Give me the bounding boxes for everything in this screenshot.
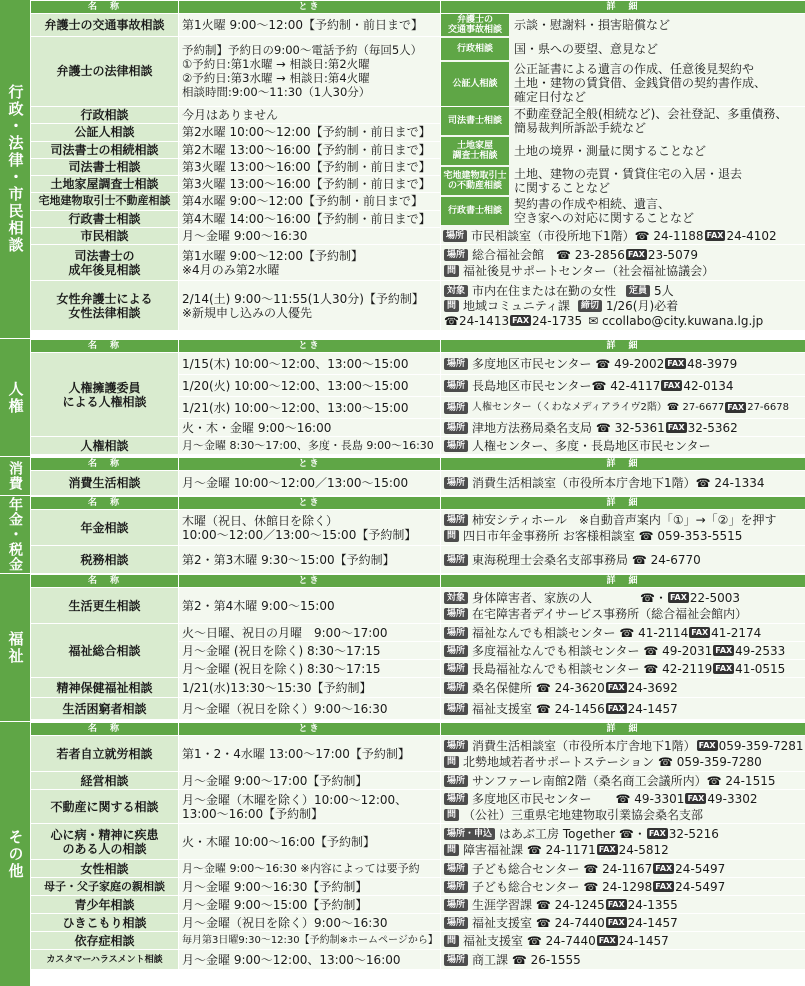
detail-label: 行政書士相談 xyxy=(441,197,509,225)
detail-cell: 対象 身体障害者、家族の人 ☎・ FAX 22-5003 場所 在宅障害者デイサービス事務所（総合福祉会館内） xyxy=(441,588,805,624)
row-time: 火・木・金曜 9:00～16:00 xyxy=(179,419,441,437)
tag-label: 場所 xyxy=(444,703,468,715)
row-time: 1/20(火) 10:00～12:00、13:00～15:00 xyxy=(179,375,441,397)
fax-icon: FAX xyxy=(655,882,673,891)
fax-icon: FAX xyxy=(607,918,625,927)
detail-cell: 場所 福祉支援室 ☎ 24-1456 FAX 24-1457 xyxy=(441,698,805,720)
detail-cell: 場所 桑名保健所 ☎ 24-3620 FAX 24-3692 xyxy=(441,678,805,698)
row-time: 第2水曜 10:00～12:00【予約制・前日まで】 xyxy=(179,124,441,141)
fax-icon: FAX xyxy=(512,316,529,325)
tag-label: 場所 xyxy=(444,881,468,893)
row-time: 月～金曜 9:00～17:00【予約制】 xyxy=(179,772,441,790)
tag-label: 場所 xyxy=(444,899,468,911)
header-detail: 詳 細 xyxy=(441,723,805,736)
fax-icon: FAX xyxy=(667,359,685,368)
row-name: 心に病・精神に疾患 のある人の相談 xyxy=(31,824,179,860)
section-nenkin xyxy=(0,496,805,573)
detail-cell: 場所 多度地区市民センター ☎ 49-2002 FAX 48-3979 xyxy=(441,353,805,375)
section-label: 福祉 xyxy=(0,574,30,721)
tag-label: 場所 xyxy=(444,627,468,639)
row-time: 1/15(木) 10:00～12:00、13:00～15:00 xyxy=(179,353,441,375)
detail-cell: 場所・申込 はあぶ工房 Together ☎・ FAX 32-5216 問 障害福祉課 ☎ 24-1171 FAX 24-5812 xyxy=(441,824,805,860)
row-time: 月～金曜（木曜を除く）10:00～12:00、 13:00～16:00【予約制】 xyxy=(179,790,441,824)
detail-label: 公証人相談 xyxy=(441,62,509,106)
row-name: 精神保健福祉相談 xyxy=(31,678,179,698)
header-name: 名 称 xyxy=(31,723,179,736)
tag-label: 問 xyxy=(444,809,459,821)
detail-cell: 場所 人権センター、多度・長島地区市民センター xyxy=(441,437,805,455)
tag-label: 場所 xyxy=(444,422,468,434)
detail-cell: 場所 多度福祉なんでも相談センター ☎ 49-2031 FAX 49-2533 xyxy=(441,642,805,660)
fax-icon: FAX xyxy=(669,593,687,602)
row-name: 人権擁護委員 による人権相談 xyxy=(31,353,179,437)
row-time: 月～金曜（祝日を除く）9:00～16:30 xyxy=(179,914,441,932)
row-time: 第3火曜 13:00～16:00【予約制・前日まで】 xyxy=(179,158,441,175)
row-time: 月～金曜 (祝日を除く) 8:30～17:15 xyxy=(179,660,441,678)
row-time: 第4木曜 14:00～16:00【予約制・前日まで】 xyxy=(179,210,441,227)
tag-label: 場所 xyxy=(444,477,468,489)
header-detail: 詳 細 xyxy=(441,458,805,471)
detail-label: 行政相談 xyxy=(441,38,509,60)
row-time: 月～金曜 (祝日を除く) 8:30～17:15 xyxy=(179,642,441,660)
row-name: 弁護士の交通事故相談 xyxy=(31,14,179,37)
row-time: 第2木曜 13:00～16:00【予約制・前日まで】 xyxy=(179,141,441,158)
row-name: 母子・父子家庭の親相談 xyxy=(31,878,179,896)
row-time: 月～金曜 9:00～16:30 ※内容によっては要予約 xyxy=(179,860,441,878)
tag-label: 場所 xyxy=(444,402,468,414)
header-time: とき xyxy=(179,1,441,14)
header-name: 名 称 xyxy=(31,497,179,510)
row-name: 不動産に関する相談 xyxy=(31,790,179,824)
row-time: 2/14(土) 9:00～11:55(1人30分)【予約制】 ※新規申し込みの人優先 xyxy=(179,281,441,331)
detail-cell: 場所 消費生活相談室（市役所本庁舎地下1階） FAX 059-359-7281 問 北勢地域若者サポートステーション ☎ 059-359-7280 xyxy=(441,736,805,772)
header-time: とき xyxy=(179,497,441,510)
header-detail: 詳 細 xyxy=(441,1,805,14)
fax-icon: FAX xyxy=(698,741,716,750)
row-time: 第1火曜 9:00～12:00【予約制・前日まで】 xyxy=(179,14,441,37)
row-time: 今月はありません xyxy=(179,107,441,124)
tag-label: 問 xyxy=(444,756,459,768)
row-name: ひきこもり相談 xyxy=(31,914,179,932)
tag-label: 場所 xyxy=(444,663,468,675)
nenkin-table xyxy=(30,496,805,574)
fax-icon: FAX xyxy=(607,900,625,909)
fax-icon: FAX xyxy=(607,704,625,713)
fax-icon: FAX xyxy=(706,231,724,240)
row-name: 女性弁護士による 女性法律相談 xyxy=(31,281,179,331)
row-time: 1/21(水) 10:00～12:00、13:00～15:00 xyxy=(179,397,441,419)
tag-label: 場所 xyxy=(444,608,468,620)
detail-label: 弁護士の 交通事故相談 xyxy=(441,14,509,36)
row-time: 予約制】予約日の9:00～電話予約（毎回5人） ①予約日:第1水曜 → 相談日:第2火曜 ②予約日:第3水曜 → 相談日:第4火曜 相談時間:9:00～11:30（1人30分） xyxy=(179,36,441,106)
header-detail: 詳 細 xyxy=(441,497,805,510)
row-name: カスタマーハラスメント相談 xyxy=(31,950,179,970)
detail-cell: 問 福祉支援室 ☎ 24-7440 FAX 24-1457 xyxy=(441,932,805,950)
detail-cell: 場所 商工課 ☎ 26-1555 xyxy=(441,950,805,970)
tag-label: 問 xyxy=(444,300,459,312)
tag-label: 場所 xyxy=(444,440,468,452)
tag-label: 場所 xyxy=(444,249,468,261)
row-time: 月～金曜 9:00～15:00【予約制】 xyxy=(179,896,441,914)
section-fukushi xyxy=(0,574,805,721)
row-name: 弁護士の法律相談 xyxy=(31,36,179,106)
fax-icon: FAX xyxy=(715,646,733,655)
detail-cell: 場所 長島福祉なんでも相談センター ☎ 42-2119 FAX 41-0515 xyxy=(441,660,805,678)
row-time: 木曜（祝日、休館日を除く） 10:00～12:00／13:00～15:00【予約制】 xyxy=(179,510,441,546)
row-time: 毎月第3日曜9:30～12:30【予約制※ホームページから】 xyxy=(179,932,441,950)
detail-cell: 場所 サンファーレ南館2階（桑名商工会議所内）☎ 24-1515 xyxy=(441,772,805,790)
row-time: 月～金曜（祝日を除く）9:00～16:30 xyxy=(179,698,441,720)
row-name: 消費生活相談 xyxy=(31,471,179,496)
header-name: 名 称 xyxy=(31,340,179,353)
tag-label: 場所 xyxy=(444,917,468,929)
detail-cell: 場所 多度地区市民センター ☎ 49-3301 FAX 49-3302 問 （公社）三重県宅地建物取引業協会桑名支部 xyxy=(441,790,805,824)
row-name: 行政書士相談 xyxy=(31,210,179,227)
sonota-table xyxy=(30,722,805,970)
header-name: 名 称 xyxy=(31,458,179,471)
row-name: 司法書士の 成年後見相談 xyxy=(31,245,179,281)
header-time: とき xyxy=(179,458,441,471)
fax-icon: FAX xyxy=(663,381,681,390)
mail-link[interactable]: ✉ ccollabo@city.kuwana.lg.jp xyxy=(588,313,764,328)
fax-icon: FAX xyxy=(627,250,645,259)
row-time: 第2・第3木曜 9:30～15:00【予約制】 xyxy=(179,546,441,574)
section-label: 行政・法律・市民相談 xyxy=(0,0,30,338)
tag-label: 場所 xyxy=(444,863,468,875)
tag-label: 場所 xyxy=(444,554,468,566)
detail-cell: 場所 消費生活相談室（市役所本庁舎地下1階）☎ 24-1334 xyxy=(441,471,805,496)
header-name: 名 称 xyxy=(31,1,179,14)
tag-label: 対象 xyxy=(444,592,468,604)
row-time: 第1・2・4水曜 13:00～17:00【予約制】 xyxy=(179,736,441,772)
row-name: 年金相談 xyxy=(31,510,179,546)
tag-label: 場所 xyxy=(443,230,467,242)
fax-icon: FAX xyxy=(607,683,625,692)
section-label: 年金・税金 xyxy=(0,496,30,573)
section-label: 消費 xyxy=(0,457,30,495)
fukushi-table xyxy=(30,574,805,720)
row-time: 第3火曜 13:00～16:00【予約制・前日まで】 xyxy=(179,176,441,193)
tag-label: 場所 xyxy=(444,645,468,657)
row-time: 月～金曜 8:30～17:00、多度・長島 9:00～16:30 xyxy=(179,437,441,455)
section-shohi xyxy=(0,457,805,495)
header-name: 名 称 xyxy=(31,575,179,588)
row-time: 月～金曜 10:00～12:00／13:00～15:00 xyxy=(179,471,441,496)
detail-cell: 場所 総合福祉会館 ☎ 23-2856 FAX 23-5079 問 福祉後見サポートセンター（社会福祉協議会） xyxy=(441,245,805,281)
fax-icon: FAX xyxy=(727,403,745,412)
fax-icon: FAX xyxy=(655,864,673,873)
row-time: 火・木曜 10:00～16:00【予約制】 xyxy=(179,824,441,860)
row-time: 第4水曜 9:00～12:00【予約制・前日まで】 xyxy=(179,193,441,210)
detail-cell: 場所 長島地区市民センター☎ 42-4117 FAX 42-0134 xyxy=(441,375,805,397)
detail-cell: 場所 子ども総合センター ☎ 24-1167 FAX 24-5497 xyxy=(441,860,805,878)
row-name: 生活更生相談 xyxy=(31,588,179,624)
row-name: 税務相談 xyxy=(31,546,179,574)
tag-label: 締切 xyxy=(578,300,602,312)
row-time: 月～金曜 9:00～16:30【予約制】 xyxy=(179,878,441,896)
tag-label: 場所 xyxy=(444,358,468,370)
row-time: 第2・第4木曜 9:00～15:00 xyxy=(179,588,441,624)
header-time: とき xyxy=(179,575,441,588)
row-time: 火～日曜、祝日の月曜 9:00～17:00 xyxy=(179,624,441,642)
fax-icon: FAX xyxy=(691,628,709,637)
gyosei-table xyxy=(30,0,805,331)
tag-label: 場所 xyxy=(444,793,468,805)
row-name: 公証人相談 xyxy=(31,124,179,141)
fax-icon: FAX xyxy=(648,829,666,838)
detail-label: 土地家屋 調査士相談 xyxy=(441,137,509,165)
detail-cell: 弁護士の 交通事故相談 示談・慰謝料・損害賠償など 行政相談 国・県への要望、意見など 公証人相談 公正証書による遺言の作成、任意後見契約や 土地・建物の賃貸借、金銭貸借の契約書作成、 確定日付など xyxy=(441,14,805,107)
section-gyosei xyxy=(0,0,805,338)
row-name: 生活困窮者相談 xyxy=(31,698,179,720)
row-name: 人権相談 xyxy=(31,437,179,455)
row-time: 月～金曜 9:00～16:30 xyxy=(179,227,441,244)
header-detail: 詳 細 xyxy=(441,575,805,588)
row-time: 第1水曜 9:00～12:00【予約制】 ※4月のみ第2水曜 xyxy=(179,245,441,281)
row-name: 経営相談 xyxy=(31,772,179,790)
row-name: 司法書士の相続相談 xyxy=(31,141,179,158)
detail-cell: 場所 人権センター（くわなメディアライヴ2階）☎ 27-6677 FAX 27-6678 xyxy=(441,397,805,419)
tag-label: 場所 xyxy=(444,682,468,694)
section-sonota xyxy=(0,722,805,986)
detail-cell: 場所 福祉なんでも相談センター ☎ 41-2114 FAX 41-2174 xyxy=(441,624,805,642)
fax-icon: FAX xyxy=(667,423,685,432)
detail-cell: 場所 津地方法務局桑名支局 ☎ 32-5361 FAX 32-5362 xyxy=(441,419,805,437)
row-name: 女性相談 xyxy=(31,860,179,878)
fax-icon: FAX xyxy=(598,936,616,945)
fax-icon: FAX xyxy=(715,664,733,673)
tag-label: 場所 xyxy=(444,740,468,752)
detail-label: 司法書士相談 xyxy=(441,107,509,135)
row-name: 市民相談 xyxy=(31,227,179,244)
row-name: 行政相談 xyxy=(31,107,179,124)
detail-cell: 場所 生涯学習課 ☎ 24-1245 FAX 24-1355 xyxy=(441,896,805,914)
section-label: 人権 xyxy=(0,339,30,456)
fax-icon: FAX xyxy=(598,845,616,854)
header-time: とき xyxy=(179,340,441,353)
tag-label: 問 xyxy=(444,530,459,542)
tag-label: 場所 xyxy=(444,954,468,966)
detail-cell: 場所 柿安シティホール ※自動音声案内「①」→「②」を押す 問 四日市年金事務所 お客様相談室 ☎ 059-353-5515 xyxy=(441,510,805,546)
tag-label: 場所 xyxy=(444,775,468,787)
tag-label: 問 xyxy=(444,935,459,947)
row-name: 若者自立就労相談 xyxy=(31,736,179,772)
detail-cell: 場所 東海税理士会桑名支部事務局 ☎ 24-6770 xyxy=(441,546,805,574)
section-label: その他 xyxy=(0,722,30,986)
fax-icon: FAX xyxy=(687,794,705,803)
shohi-table xyxy=(30,457,805,496)
row-time: 1/21(水)13:30～15:30【予約制】 xyxy=(179,678,441,698)
tag-label: 場所 xyxy=(444,380,468,392)
row-name: 土地家屋調査士相談 xyxy=(31,176,179,193)
detail-label: 宅地建物取引士 の不動産相談 xyxy=(441,167,509,195)
row-time: 月～金曜 9:00～12:00、13:00～16:00 xyxy=(179,950,441,970)
row-name: 依存症相談 xyxy=(31,932,179,950)
tag-label: 場所・申込 xyxy=(444,828,495,840)
tag-label: 対象 xyxy=(444,285,468,297)
detail-cell: 司法書士相談 不動産登記全般(相続など)、会社登記、多重債務、 簡易裁判所訴訟手続など 土地家屋 調査士相談 土地の境界・測量に関することなど 宅地建物取引士 の不動産相談 土地、建物の売買・賃貸住宅の入居・退去 に関することなど 行政書士相談 契約書の作成や相続、遺言、 空き家への対応に関することなど 場所 市民相談室（市役所地下1階）☎ 24-1188 FAX 24-4102 xyxy=(441,107,805,245)
detail-cell: 場所 子ども総合センター ☎ 24-1298 FAX 24-5497 xyxy=(441,878,805,896)
header-detail: 詳 細 xyxy=(441,340,805,353)
row-name: 福祉総合相談 xyxy=(31,624,179,678)
section-jinken xyxy=(0,339,805,456)
tag-label: 問 xyxy=(444,265,459,277)
tag-label: 場所 xyxy=(444,514,468,526)
tag-label: 問 xyxy=(444,844,459,856)
detail-cell: 対象 市内在住または在勤の女性 定員 5人 問 地域コミュニティ課 締切 1/26(月)必着 ☎24-1413 FAX 24-1735 ✉ ccollabo@city.kuwana.lg.jp xyxy=(441,281,805,331)
row-name: 宅地建物取引士不動産相談 xyxy=(31,193,179,210)
jinken-table xyxy=(30,339,805,455)
tag-label: 定員 xyxy=(626,285,650,297)
detail-cell: 場所 福祉支援室 ☎ 24-7440 FAX 24-1457 xyxy=(441,914,805,932)
header-time: とき xyxy=(179,723,441,736)
row-name: 青少年相談 xyxy=(31,896,179,914)
row-name: 司法書士相談 xyxy=(31,158,179,175)
